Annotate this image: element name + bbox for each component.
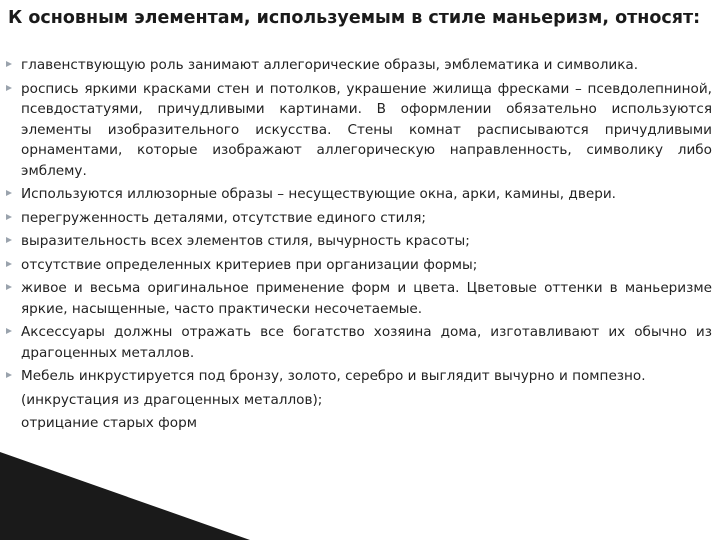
bullet-text: выразительность всех элементов стиля, вычурность красоты; [21,233,470,249]
bullet-item [4,79,712,182]
triangle-bullet-icon [6,61,12,67]
bullet-text: перегруженность деталями, отсутствие единого стиля; [21,209,426,226]
slide-title: К основным элементам, используемым в стиле маньеризм, относят: [8,8,701,28]
bullet-item [4,366,712,387]
bullet-text: роспись яркими красками стен и потолков, украшение жилища фресками – псевдолепниной, псевдостатуями, причудливыми картинами. В оформлении обязательно используются элементы изобразительного искусства. Стены комнат расписываются причудливыми орнаментами, которые изображают аллегорическую направленность, символику либо эмблему. [21,80,712,179]
bullet-item [4,208,712,229]
bullet-text: Мебель инкрустируется под бронзу, золото, серебро и выглядит вычурно и помпезно. [21,368,646,384]
triangle-bullet-icon [6,328,12,334]
plain-text: (инкрустация из драгоценных металлов); [21,391,323,408]
bullet-item [4,255,712,276]
plain-text: отрицание старых форм [21,415,197,431]
bullet-text: Используются иллюзорные образы – несуществующие окна, арки, камины, двери. [21,186,616,202]
bullet-item [4,278,712,319]
bullet-text: живое и весьма оригинальное применение форм и цвета. Цветовые оттенки в маньеризме яркие, насыщенные, часто практически несочетаемые. [21,280,712,317]
bullet-text: отсутствие определенных критериев при организации формы; [21,256,478,273]
bullet-item [4,322,712,363]
bullet-item [4,55,712,76]
triangle-bullet-icon [6,85,12,91]
plain-line [4,413,712,434]
bullet-item [4,184,712,205]
triangle-bullet-icon [6,284,12,290]
triangle-bullet-icon [6,261,12,267]
triangle-bullet-icon [6,214,12,220]
plain-line [4,390,712,411]
corner-triangle [0,452,250,540]
bullet-text: главенствующую роль занимают аллегорические образы, эмблематика и символика. [21,57,639,73]
bullet-item [4,231,712,252]
bullet-text: Аксессуары должны отражать все богатство хозяина дома, изготавливают их обычно из драгоценных металлов. [21,324,712,361]
triangle-bullet-icon [6,372,12,378]
triangle-bullet-icon [6,237,12,243]
bullet-list [4,55,712,437]
triangle-bullet-icon [6,190,12,196]
